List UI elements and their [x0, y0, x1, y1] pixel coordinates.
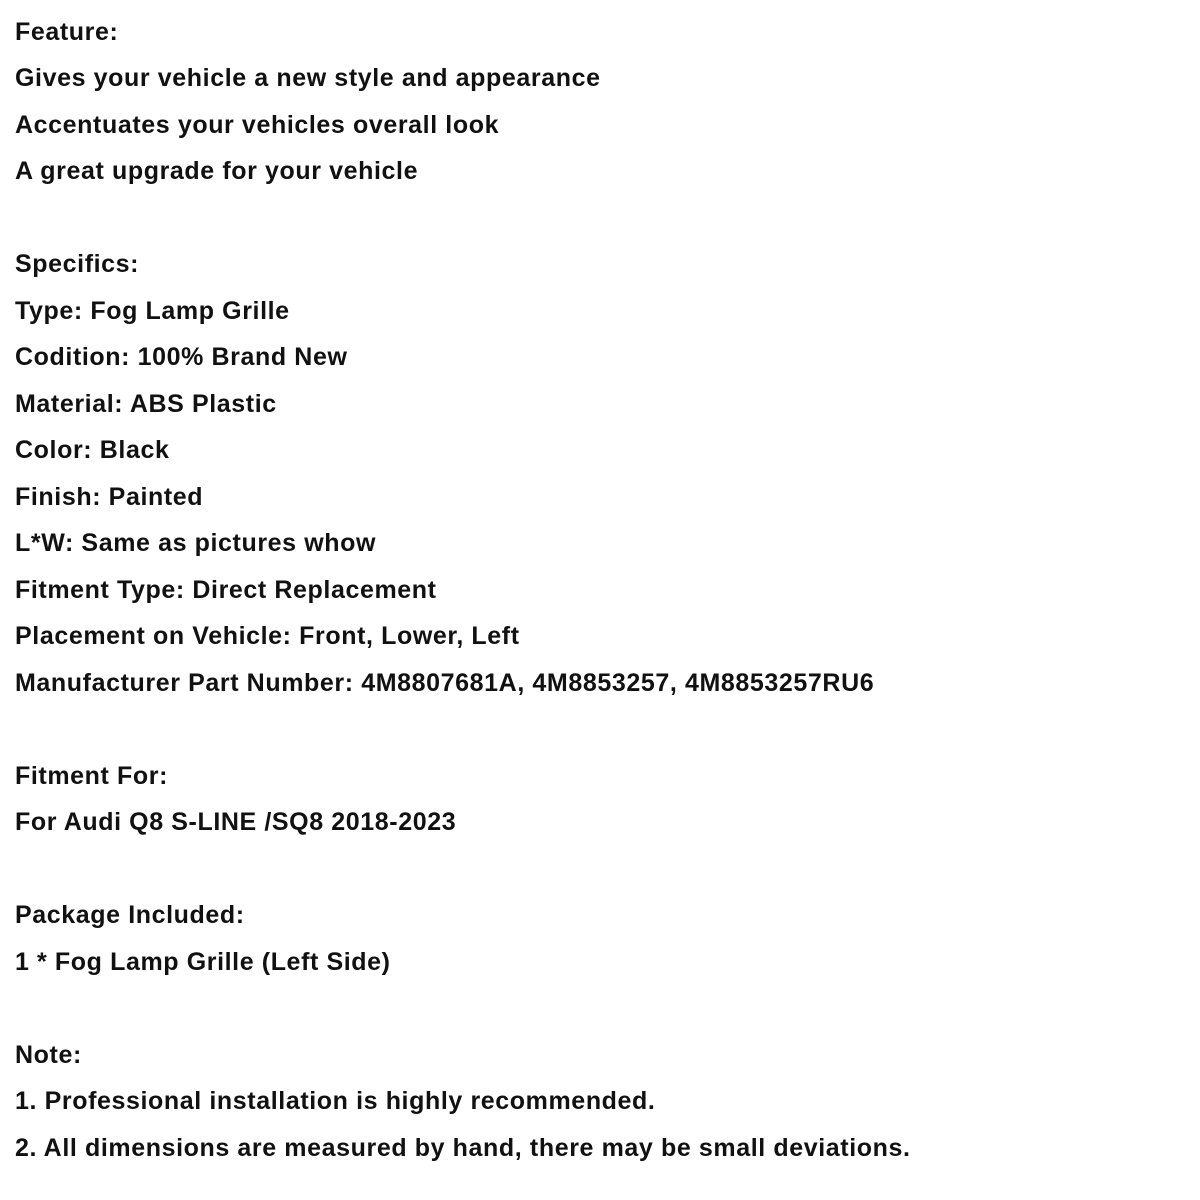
product-description [15, 0, 1185, 1200]
spec-color: Color: Black [15, 436, 170, 464]
spec-fitment-type: Fitment Type: Direct Replacement [15, 576, 437, 604]
spec-placement: Placement on Vehicle: Front, Lower, Left [15, 622, 520, 650]
note-heading: Note: [15, 1041, 82, 1069]
feature-item: A great upgrade for your vehicle [15, 157, 419, 185]
fitment-heading: Fitment For: [15, 762, 169, 790]
note-item: 2. All dimensions are measured by hand, there may be small deviations. [15, 1134, 911, 1162]
note-item: 1. Professional installation is highly recommended. [15, 1087, 656, 1115]
package-heading: Package Included: [15, 901, 245, 929]
feature-item: Gives your vehicle a new style and appearance [15, 64, 601, 92]
spec-dimensions: L*W: Same as pictures whow [15, 529, 377, 557]
feature-item: Accentuates your vehicles overall look [15, 111, 500, 139]
package-item: 1 * Fog Lamp Grille (Left Side) [15, 948, 391, 976]
spec-finish: Finish: Painted [15, 483, 204, 511]
spec-material: Material: ABS Plastic [15, 390, 277, 418]
specifics-heading: Specifics: [15, 250, 140, 278]
spec-type: Type: Fog Lamp Grille [15, 297, 290, 325]
fitment-item: For Audi Q8 S-LINE /SQ8 2018-2023 [15, 808, 457, 836]
spec-condition: Codition: 100% Brand New [15, 343, 348, 371]
feature-heading: Feature: [15, 18, 119, 46]
spec-part-number: Manufacturer Part Number: 4M8807681A, 4M8853257, 4M8853257RU6 [15, 669, 875, 697]
